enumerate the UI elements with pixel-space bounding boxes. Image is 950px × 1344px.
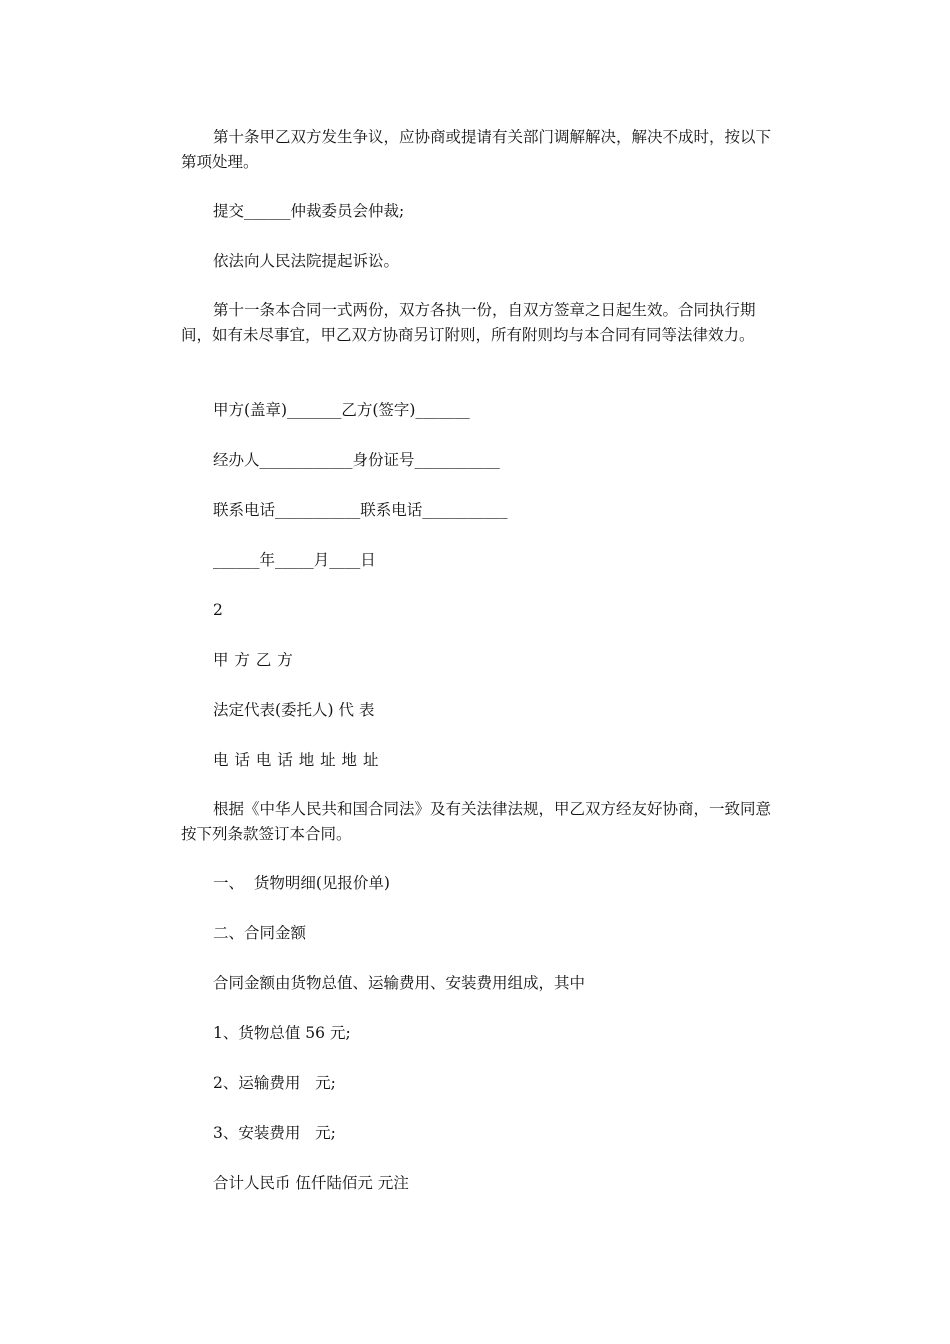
- signature-line-phone: 联系电话___________联系电话___________: [213, 501, 508, 519]
- page-number: 2: [213, 601, 223, 619]
- representative-line: 法定代表(委托人) 代 表: [213, 701, 375, 719]
- signature-line-agent: 经办人____________身份证号___________: [213, 451, 500, 469]
- item-goods-value: 1、货物总值 56 元;: [213, 1024, 351, 1042]
- paragraph-arbitration: 提交______仲裁委员会仲裁;: [213, 202, 405, 220]
- item-transport-cost: 2、运输费用 元;: [213, 1074, 336, 1092]
- paragraph-preamble: 根据《中华人民共和国合同法》及有关法律法规，甲乙双方经友好协商，一致同意按下列条款签订本合同。: [181, 800, 772, 843]
- party-headings: 甲 方 乙 方: [213, 651, 294, 669]
- section-goods-detail: 一、 货物明细(见报价单): [213, 874, 390, 892]
- item-installation-cost: 3、安装费用 元;: [213, 1124, 336, 1142]
- total-amount: 合计人民币 伍仟陆佰元 元注: [213, 1174, 409, 1192]
- phone-address-line: 电 话 电 话 地 址 地 址: [213, 751, 379, 769]
- paragraph-litigation: 依法向人民法院提起诉讼。: [213, 252, 400, 270]
- section-contract-amount: 二、合同金额: [213, 924, 307, 942]
- paragraph-amount-composition: 合同金额由货物总值、运输费用、安装费用组成，其中: [213, 974, 586, 992]
- paragraph-article-11: 第十一条本合同一式两份，双方各执一份，自双方签章之日起生效。合同执行期间，如有未尽事宜，甲乙双方协商另订附则，所有附则均与本合同有同等法律效力。: [181, 301, 756, 344]
- paragraph-article-10: 第十条甲乙双方发生争议，应协商或提请有关部门调解解决，解决不成时，按以下第项处理。: [181, 128, 772, 171]
- signature-line-date: ______年_____月____日: [213, 551, 376, 569]
- signature-line-parties: 甲方(盖章)_______乙方(签字)_______: [213, 401, 470, 419]
